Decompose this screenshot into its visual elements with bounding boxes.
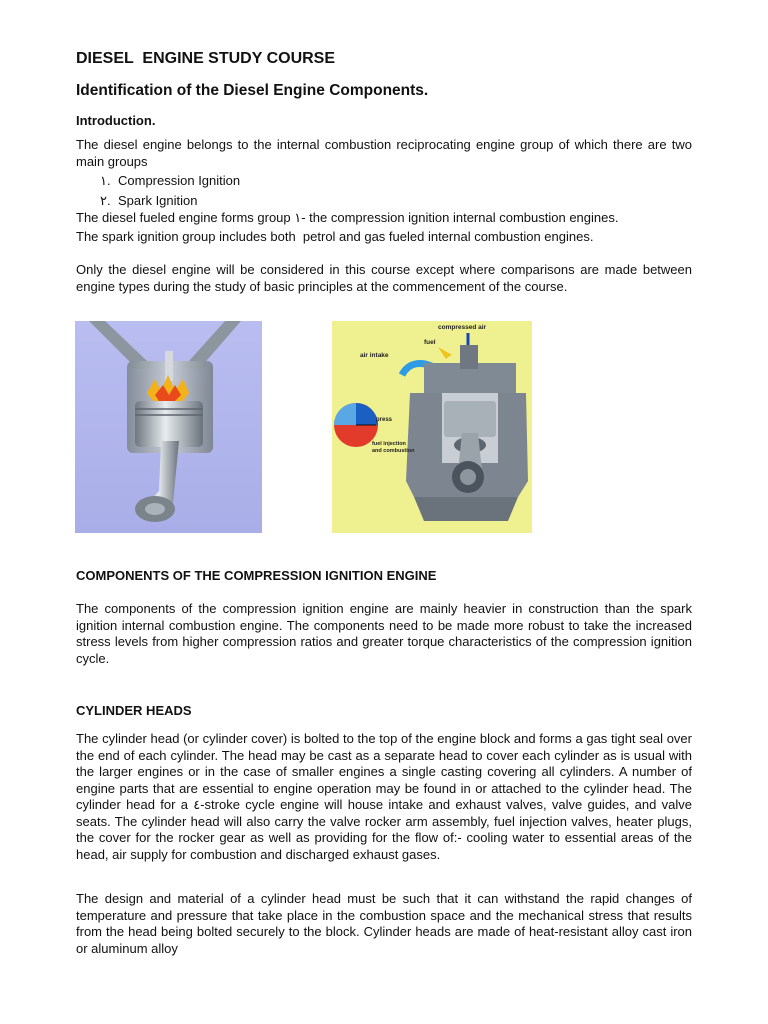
intro-paragraph-3: Only the diesel engine will be considered in this course except where comparisons are made between engine types during the study of basic principles at the commencement of the course. (76, 262, 692, 294)
introduction-heading: Introduction. (76, 113, 156, 128)
list-item-spark-ignition (100, 193, 198, 209)
label-and-combustion: and combustion (372, 448, 415, 454)
components-heading: COMPONENTS OF THE COMPRESSION IGNITION ENGINE (76, 568, 437, 583)
cylinder-heads-paragraph-1: The cylinder head (or cylinder cover) is bolted to the top of the engine block and forms a gas tight seal over the end of each cylinder. The head may be cast as a separate head to cover each cylinder as is usual with the larger engines or in the case of smaller engines a single casting covering all cylinders. A number of engine parts that are essential to engine operation may be found in or attached to the cylinder head. The cylinder head for a ٤-stroke cycle engine will house intake and exhaust valves, valve guides, and valve seats. The cylinder head will also carry the valve rocker arm assembly, fuel injection valves, heater plugs, the cover for the rocker gear as well as providing for the flow of:- cooling water to essential areas of the head, air supply for combustion and discharged exhaust gases. (76, 731, 692, 862)
intro-paragraph-2-line-1: The diesel fueled engine forms group ١- the compression ignition internal combustion engines. (76, 210, 619, 225)
intro-paragraph-2-line-2: The spark ignition group includes both petrol and gas fueled internal combustion engines. (76, 229, 594, 244)
list-number: ٢. (100, 193, 111, 208)
label-air-intake: air intake (360, 352, 389, 359)
label-press: press (376, 417, 393, 423)
label-compressed-air: compressed air (438, 324, 487, 331)
label-fuel-injection: fuel injection (372, 441, 406, 447)
list-item-label: Spark Ignition (118, 193, 198, 208)
cylinder-heads-paragraph-2: The design and material of a cylinder head must be such that it can withstand the rapid changes of temperature and pressure that take place in the combustion space and the mechanical stress that results from the head being bolted securely to the block. Cylinder heads are made of heat-resistant alloy cast iron or aluminum alloy (76, 891, 692, 956)
label-fuel: fuel (424, 339, 436, 346)
list-item-label: Compression Ignition (118, 173, 241, 188)
cylinder-heads-heading: CYLINDER HEADS (76, 703, 192, 718)
document-subtitle: Identification of the Diesel Engine Components. (76, 82, 429, 99)
document-title: DIESEL ENGINE STUDY COURSE (76, 50, 336, 67)
intro-paragraph-1: The diesel engine belongs to the internal combustion reciprocating engine group of which there are two main groups (76, 137, 692, 169)
piston-illustration (75, 321, 262, 533)
list-number: ١. (100, 173, 111, 188)
components-paragraph: The components of the compression ignition engine are mainly heavier in construction than the spark ignition internal combustion engine. The components need to be made more robust to take the increased stress levels from higher compression ratios and greater torque characteristics of the compression ignition cycle. (76, 601, 692, 666)
list-item-compression-ignition (100, 173, 240, 189)
engine-cross-section-diagram (332, 321, 532, 533)
